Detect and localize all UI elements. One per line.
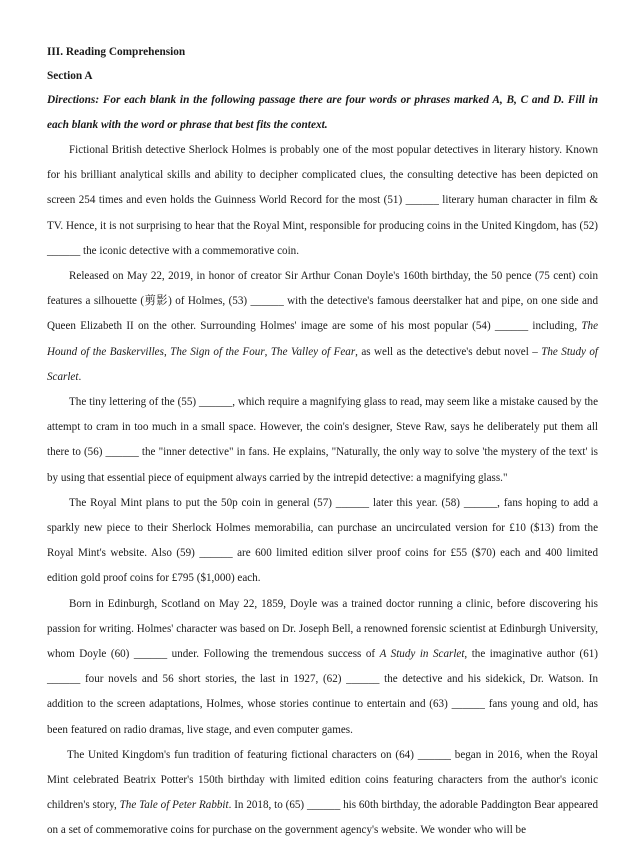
book-title-study-in-scarlet: A Study in Scarlet bbox=[379, 648, 465, 661]
separator: , bbox=[163, 345, 171, 358]
paragraph-2 bbox=[47, 264, 598, 390]
book-title-valley: The Valley of Fear bbox=[270, 345, 356, 358]
paragraph-5-text: Born in Edinburgh, Scotland on May 22, 1859, Doyle was a trained doctor running a clinic, before discovering his passion for writing. Holmes' character was based on Dr. Joseph Bell, a renowned forensic scientist at Edinburgh University, whom Doyle (60) ______ under. Following the tremendous success of bbox=[47, 597, 598, 661]
paragraph-6-text: The United Kingdom's fun tradition of featuring fictional characters on (64) ______ began in 2016, when the Royal Mint celebrated Beatrix Potter's 150th birthday with limited edition coins featuring characters from the author's iconic children's story, bbox=[47, 748, 598, 812]
separator: , bbox=[264, 345, 271, 358]
paragraph-2-text: Released on May 22, 2019, in honor of creator Sir Arthur Conan Doyle's 160th birthday, the 50 pence (75 cent) coin features a silhouette (剪影) of Holmes, (53) ______ with the detective's famous deerstalker hat and pipe, on one side and Queen Elizabeth II on the other. Surrounding Holmes' image are some of his most popular (54) ______ including, bbox=[47, 270, 598, 333]
paragraph-6-text-cont: . In 2018, to (65) ______ his 60th birthday, the adorable Paddington Bear appeared on a set of commemorative coins for purchase on the government agency's website. We wonder who will be bbox=[47, 799, 598, 837]
directions: Directions: For each blank in the following passage there are four words or phrases marked A, B, C and D. Fill in each blank with the word or phrase that best fits the context. bbox=[47, 94, 598, 131]
paragraph-3: The tiny lettering of the (55) ______, which require a magnifying glass to read, may seem like a mistake caused by the attempt to cram in too much in a small space. However, the coin's designer, Steve Raw, says he deliberately put them all there to (56) ______ the "inner detective" in fans. He explains, "Naturally, the only way to solve 'the mystery of the text' is by using that essential piece of equipment always carried by the intrepid detective: a magnifying glass." bbox=[47, 396, 598, 484]
section-subtitle: Section A bbox=[47, 70, 93, 82]
book-title-study: The Study of Scarlet bbox=[47, 345, 599, 383]
paragraph-6 bbox=[47, 743, 598, 844]
paragraph-1: Fictional British detective Sherlock Holmes is probably one of the most popular detectives in literary history. Known for his brilliant analytical skills and ability to decipher complicated clues, the consulting detective has been depicted on screen 254 times and even holds the Guinness World Record for the most (51) ______ literary human character in film & TV. Hence, it is not surprising to hear that the Royal Mint, responsible for producing coins in the United Kingdom, has (52) ______ the iconic detective with a commemorative coin. bbox=[47, 144, 598, 257]
book-title-peter-rabbit: The Tale of Peter Rabbit bbox=[119, 799, 229, 812]
paragraph-5 bbox=[47, 592, 598, 743]
paragraph-2-end: . bbox=[78, 370, 82, 383]
paragraph-4: The Royal Mint plans to put the 50p coin in general (57) ______ later this year. (58) ______, fans hoping to add a sparkly new piece to their Sherlock Holmes memorabilia, can purchase an uncirculated version for £10 ($13) from the Royal Mint's website. Also (59) ______ are 600 limited edition silver proof coins for £55 ($70) each and 400 limited edition gold proof coins for £795 ($1,000) each. bbox=[47, 496, 598, 585]
section-title: III. Reading Comprehension bbox=[47, 46, 186, 58]
book-title-sign: The Sign of the Four bbox=[170, 345, 265, 358]
paragraph-5-text-cont: , the imaginative author (61) ______ four novels and 56 short stories, the last in 1927, (62) ______ the detective and his sidekick, Dr. Watson. In addition to the screen adaptations, Holmes, whose stories continue to entertain and (63) ______ fans young and old, has been featured on radio dramas, live stage, and even computer games. bbox=[47, 648, 598, 736]
paragraph-2-text-cont: , as well as the detective's debut novel – bbox=[355, 345, 542, 358]
book-title-hound: The Hound of the Baskervilles bbox=[47, 320, 598, 358]
